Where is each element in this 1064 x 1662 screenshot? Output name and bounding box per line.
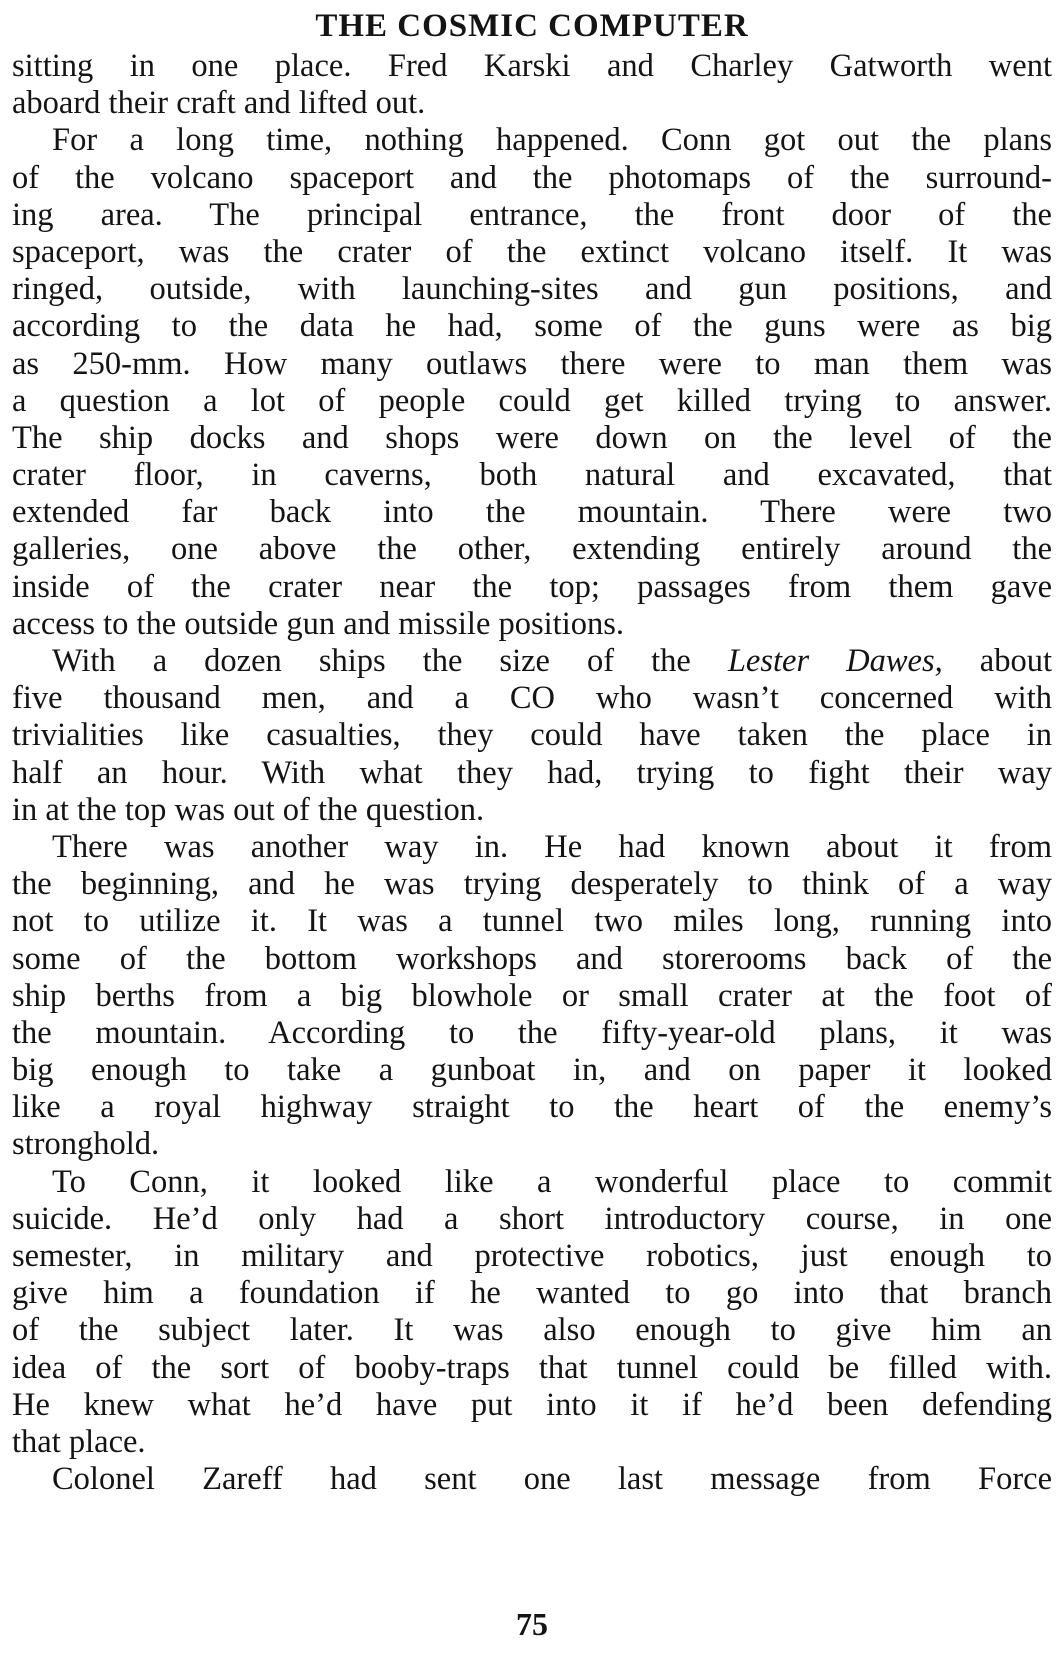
text-line-content: five thousand men, and a CO who wasn’t concerned with: [12, 680, 1052, 717]
text-line: [12, 1052, 1052, 1089]
text-line-content: like a royal highway straight to the heart of the enemy’s: [12, 1089, 1052, 1126]
text-line: [12, 829, 1052, 866]
text-line-content: the beginning, and he was trying desperately to think of a way: [12, 866, 1052, 903]
text-line: [12, 866, 1052, 903]
text-line: [12, 903, 1052, 940]
running-head: THE COSMIC COMPUTER: [315, 8, 749, 44]
text-line-content: trivialities like casualties, they could have taken the place in: [12, 717, 1052, 754]
text-line: [12, 85, 1052, 122]
text-line-content: idea of the sort of booby-traps that tunnel could be filled with.: [12, 1349, 1052, 1386]
text-line-content: crater floor, in caverns, both natural and excavated, that: [12, 457, 1052, 494]
text-line-content: big enough to take a gunboat in, and on paper it looked: [12, 1052, 1052, 1089]
text-line: [12, 1089, 1052, 1126]
text-line-content: He knew what he’d have put into it if he’d been defending: [12, 1386, 1052, 1423]
text-line: [12, 1238, 1052, 1275]
text-line-content: There was another way in. He had known about it from: [52, 828, 1052, 865]
text-line-content: according to the data he had, some of the guns were as big: [12, 308, 1052, 345]
text-line-content: galleries, one above the other, extending entirely around the: [12, 531, 1052, 568]
ship-name: Lester Dawes,: [727, 643, 943, 679]
text-line: [12, 160, 1052, 197]
text-line-content: With a dozen ships the size of the: [52, 643, 728, 679]
text-line-content: ship berths from a big blowhole or small crater at the foot of: [12, 977, 1052, 1014]
text-line: [12, 1126, 1052, 1163]
text-line: [12, 457, 1052, 494]
text-line: [12, 383, 1052, 420]
text-line: [12, 717, 1052, 754]
text-line-content: ringed, outside, with launching-sites and gun positions, and: [12, 271, 1052, 308]
book-page: [12, 0, 1052, 1662]
text-line-content: Colonel Zareff had sent one last message from Force: [52, 1461, 1052, 1498]
text-line: [12, 1275, 1052, 1312]
text-line: [12, 197, 1052, 234]
text-line-content: give him a foundation if he wanted to go into that branch: [12, 1275, 1052, 1312]
text-line: [12, 494, 1052, 531]
text-line: [12, 978, 1052, 1015]
text-line-content: that place.: [12, 1423, 146, 1460]
text-line-content: not to utilize it. It was a tunnel two miles long, running into: [12, 903, 1052, 940]
text-line-content: To Conn, it looked like a wonderful place to commit: [52, 1163, 1052, 1200]
text-line: [12, 420, 1052, 457]
text-line: [12, 308, 1052, 345]
text-line: [12, 1424, 1052, 1461]
text-line: [12, 1201, 1052, 1238]
text-line-content: ing area. The principal entrance, the front door of the: [12, 196, 1052, 233]
text-line: [12, 606, 1052, 643]
text-line: [12, 792, 1052, 829]
text-line-content: in at the top was out of the question.: [12, 791, 485, 828]
text-line-content: aboard their craft and lifted out.: [12, 85, 426, 122]
text-line-content: inside of the crater near the top; passages from them gave: [12, 568, 1052, 605]
text-line: [12, 1164, 1052, 1201]
text-line-content: of the volcano spaceport and the photomaps of the surround-: [12, 159, 1052, 196]
text-line-content: suicide. He’d only had a short introductory course, in one: [12, 1200, 1052, 1237]
text-line-content: sitting in one place. Fred Karski and Charley Gatworth went: [12, 48, 1052, 84]
text-line-content: half an hour. With what they had, trying to fight their way: [12, 754, 1052, 791]
text-line-content: spaceport, was the crater of the extinct volcano itself. It was: [12, 233, 1052, 270]
text-line: [12, 1461, 1052, 1498]
text-line-content: semester, in military and protective robotics, just enough to: [12, 1238, 1052, 1274]
text-line-content: stronghold.: [12, 1126, 160, 1163]
text-line-content: the mountain. According to the fifty-year-old plans, it was: [12, 1014, 1052, 1051]
text-line-content: access to the outside gun and missile positions.: [12, 605, 625, 642]
text-line-content: extended far back into the mountain. There were two: [12, 494, 1052, 531]
text-line: [12, 271, 1052, 308]
text-line: [12, 122, 1052, 159]
text-line: [12, 755, 1052, 792]
text-line-content: of the subject later. It was also enough to give him an: [12, 1312, 1052, 1349]
text-line: [12, 941, 1052, 978]
text-line-content: The ship docks and shops were down on the level of the: [12, 419, 1052, 456]
text-line-content: For a long time, nothing happened. Conn got out the plans: [52, 122, 1052, 159]
text-line-content: as 250-mm. How many outlaws there were to man them was: [12, 345, 1052, 382]
text-line: [12, 569, 1052, 606]
text-line: [12, 1387, 1052, 1424]
text-line: [12, 643, 1052, 680]
text-line: [12, 1015, 1052, 1052]
text-line: [12, 234, 1052, 271]
text-line: [12, 346, 1052, 383]
page-number: 75: [516, 1606, 548, 1642]
text-line: [12, 48, 1052, 85]
text-line: [12, 1312, 1052, 1349]
text-line: [12, 680, 1052, 717]
text-line: [12, 531, 1052, 568]
text-line: [12, 1350, 1052, 1387]
body-text: [12, 48, 1052, 1498]
text-line-content: some of the bottom workshops and storerooms back of the: [12, 940, 1052, 977]
text-line-content: a question a lot of people could get killed trying to answer.: [12, 382, 1052, 419]
text-line-tail: about: [942, 643, 1052, 679]
